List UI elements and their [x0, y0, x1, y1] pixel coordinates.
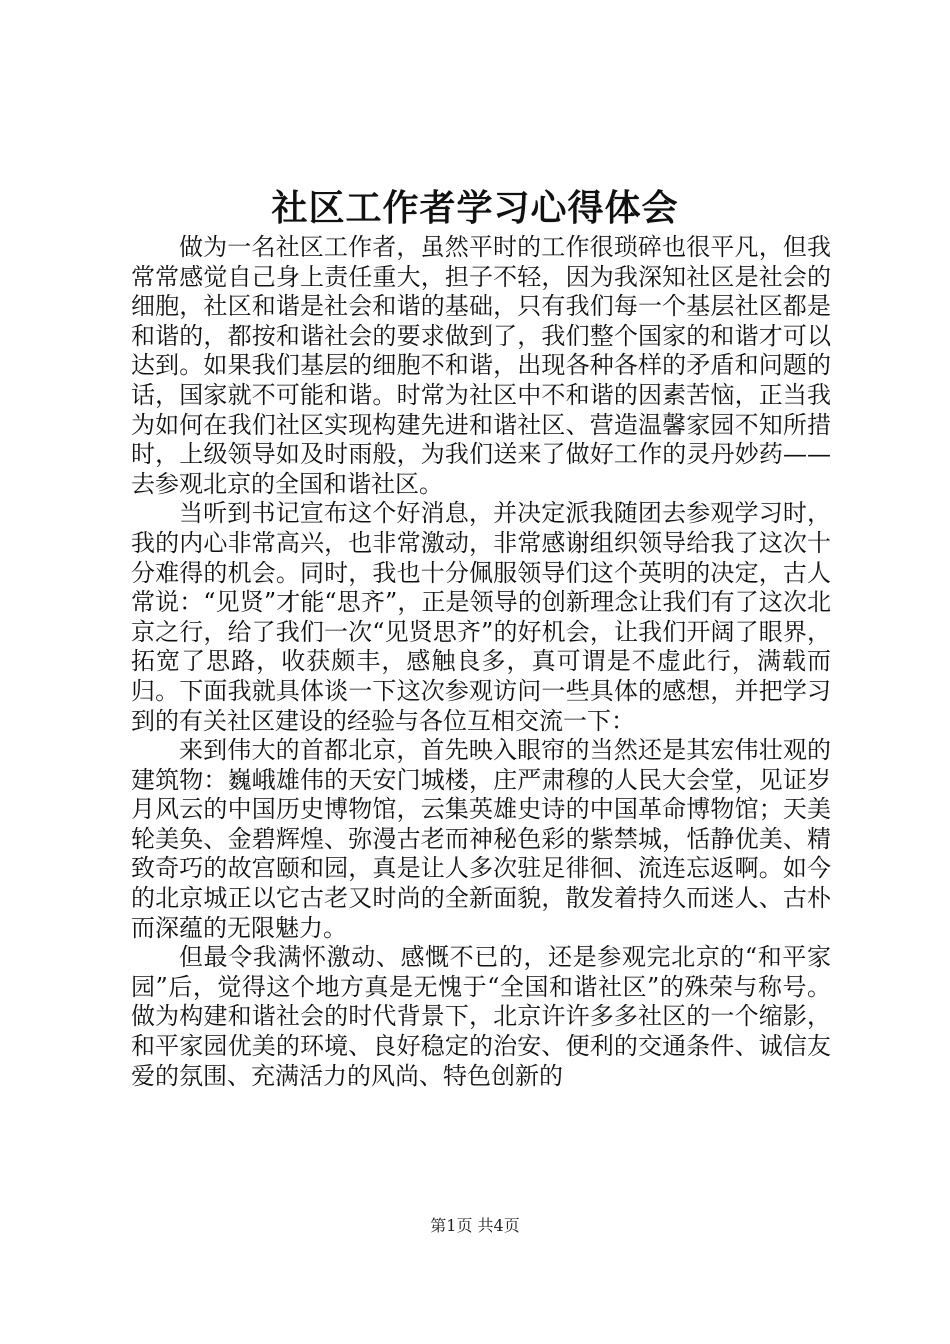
page-footer: 第1页 共4页 — [430, 1216, 520, 1235]
paragraph-3: 来到伟大的首都北京，首先映入眼帘的当然还是其宏伟壮观的建筑物：巍峨雄伟的天安门城楼，庄严肃穆的人民大会堂，见证岁月风云的中国历史博物馆，云集英雄史诗的中国革命博物馆；天美轮美奂、金碧辉煌、弥漫古老而神秘色彩的紫禁城，恬静优美、精致奇巧的故宫颐和园，真是让人多次驻足徘徊、流连忘返啊。如今的北京城正以它古老又时尚的全新面貌，散发着持久而迷人、古朴而深蕴的无限魅力。 — [131, 736, 831, 942]
paragraph-1: 做为一名社区工作者，虽然平时的工作很琐碎也很平凡，但我常常感觉自己身上责任重大，担子不轻，因为我深知社区是社会的细胞，社区和谐是社会和谐的基础，只有我们每一个基层社区都是和谐的，都按和谐社会的要求做到了，我们整个国家的和谐才可以达到。如果我们基层的细胞不和谐，出现各种各样的矛盾和问题的话，国家就不可能和谐。时常为社区中不和谐的因素苦恼，正当我为如何在我们社区实现构建先进和谐社区、营造温馨家园不知所措时，上级领导如及时雨般，为我们送来了做好工作的灵丹妙药——去参观北京的全国和谐社区。 — [131, 233, 831, 498]
document-body — [131, 233, 831, 1091]
paragraph-4: 但最令我满怀激动、感慨不已的，还是参观完北京的“和平家园”后，觉得这个地方真是无愧于“全国和谐社区”的殊荣与称号。做为构建和谐社会的时代背景下，北京许许多多社区的一个缩影，和平家园优美的环境、良好稳定的治安、便利的交通条件、诚信友爱的氛围、充满活力的风尚、特色创新的 — [131, 943, 831, 1090]
paragraph-2: 当听到书记宣布这个好消息，并决定派我随团去参观学习时，我的内心非常高兴，也非常激动，非常感谢组织领导给我了这次十分难得的机会。同时，我也十分佩服领导们这个英明的决定，古人常说：“见贤”才能“思齐”，正是领导的创新理念让我们有了这次北京之行，给了我们一次“见贤思齐”的好机会，让我们开阔了眼界，拓宽了思路，收获颇丰，感触良多，真可谓是不虚此行，满载而归。下面我就具体谈一下这次参观访问一些具体的感想，并把学习到的有关社区建设的经验与各位互相交流一下： — [131, 499, 831, 735]
document-title: 社区工作者学习心得体会 — [271, 187, 679, 229]
